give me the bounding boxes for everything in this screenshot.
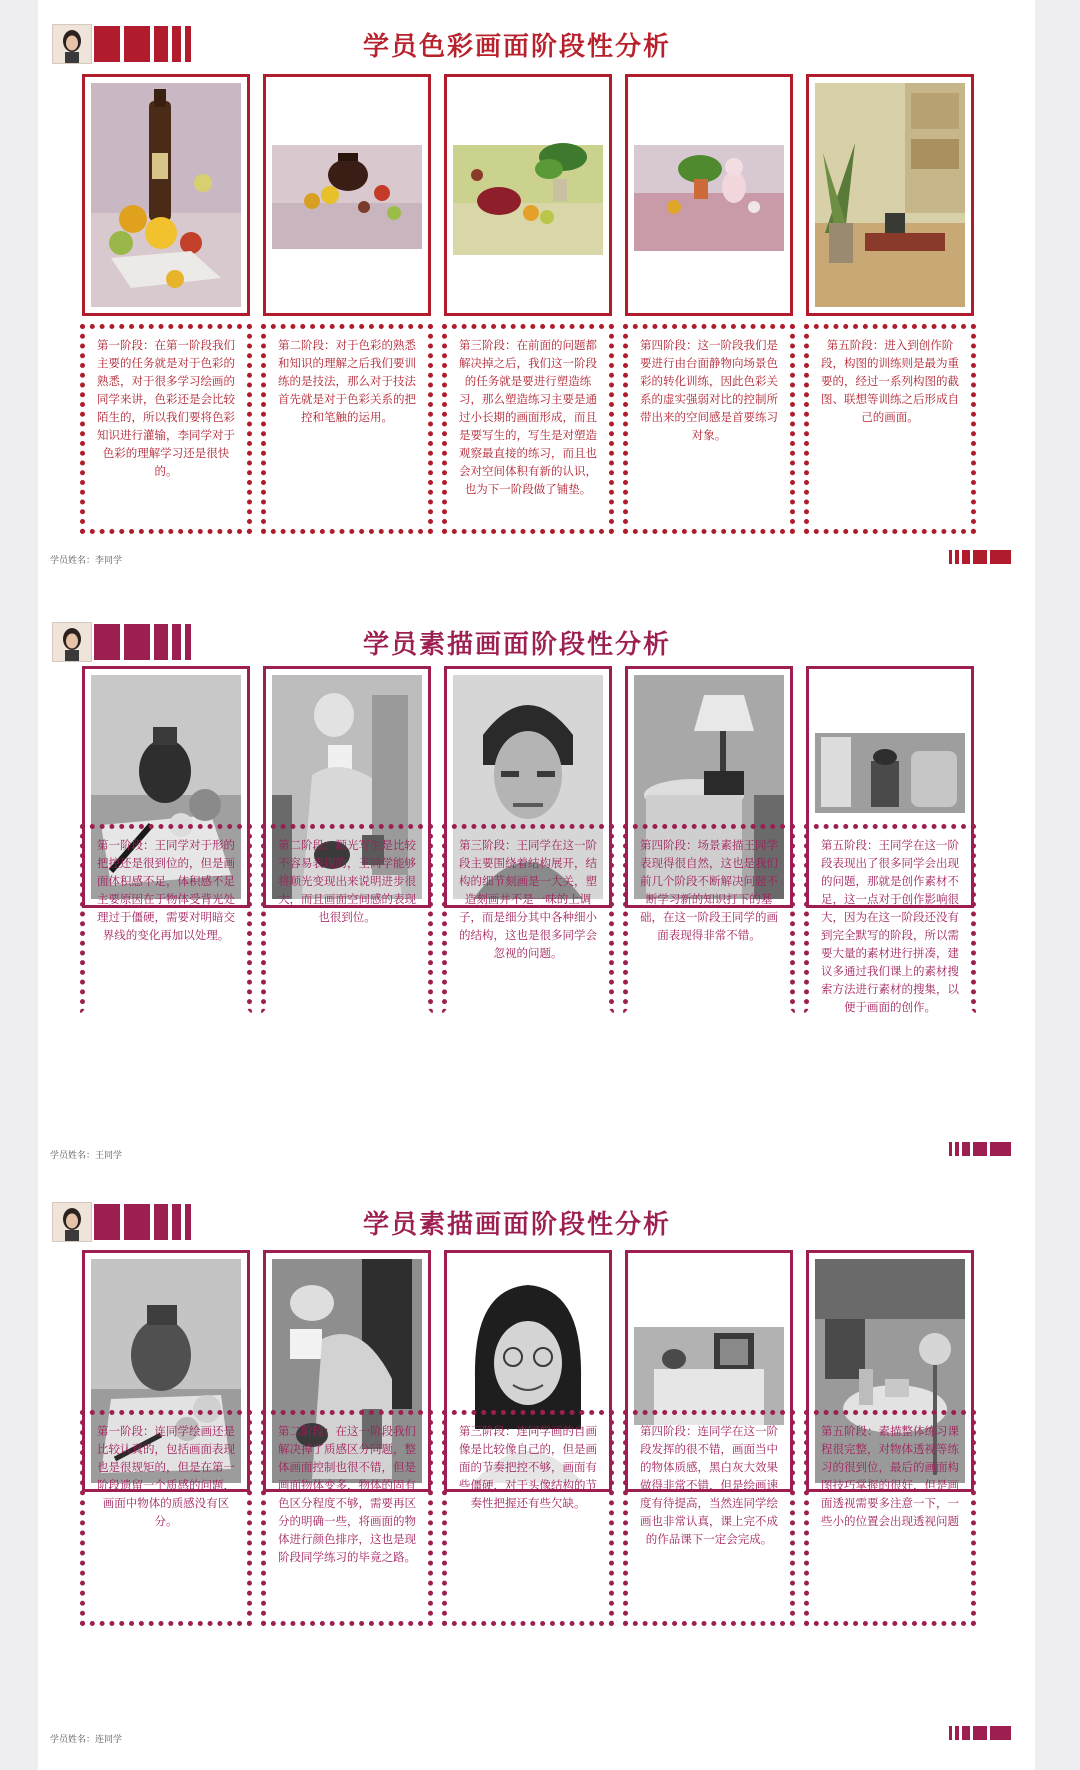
page-title: 学员色彩画面阶段性分析 — [362, 32, 671, 62]
stage-description-4: 第四阶段：这一阶段我们是要进行由台面静物向场景色彩的转化训练，因此色彩关系的虚实强弱对比的控制所带出来的空间感是首要练习对象。 — [623, 324, 795, 534]
artwork-card-stage-3 — [444, 74, 612, 316]
stage-description-3: 第三阶段：连同学画的自画像是比较像自己的，但是画面的节奏把控不够，画面有些僵硬，对于头像结构的节奏性把握还有些欠缺。 — [442, 1410, 614, 1626]
page — [38, 0, 1035, 1770]
section-header — [52, 1202, 1012, 1242]
stage-description-1: 第一阶段：王同学对于形的把控还是很到位的，但是画面体积感不足，体积感不足主要原因在于物体受背光处理过于僵硬，需要对明暗交界线的变化再加以处理。 — [80, 824, 252, 1014]
artwork-card-stage-1 — [82, 74, 250, 316]
stage-description-2: 第二阶段：顺光写生是比较不容易表现的，王同学能够将顺光变现出来说明进步很大，而且画面空间感的表现也很到位。 — [261, 824, 433, 1014]
interior-scene-painting-icon — [815, 83, 965, 307]
stage-description-5: 第五阶段：进入到创作阶段，构图的训练则是最为重要的，经过一系列构图的截图、联想等训练之后形成自己的画面。 — [804, 324, 976, 534]
footer-bars — [949, 1142, 1011, 1156]
stage-description-1: 第一阶段：连同学绘画还是比较认真的，包括画面表现也是很规矩的，但是在第一阶段遗留一个质感的问题，画面中物体的质感没有区分。 — [80, 1410, 252, 1626]
student-name-label: 学员姓名：连同学 — [50, 1735, 123, 1745]
stage-description-2: 第二阶段：对于色彩的熟悉和知识的理解之后我们要训练的是技法，那么对于技法首先就是对于色彩关系的把控和笔触的运用。 — [261, 324, 433, 534]
student-name-label: 学员姓名：李同学 — [50, 556, 123, 566]
section-sketch-analysis-2 — [38, 1170, 1035, 1770]
stage-description-4: 第四阶段：连同学在这一阶段发挥的很不错，画面当中的物体质感，黑白灰大效果做得非常不错，但是绘画速度有待提高，当然连同学绘画也非常认真，课上完不成的作品课下一定会完成。 — [623, 1410, 795, 1626]
section-sketch-analysis-1 — [38, 590, 1035, 1170]
section-header — [52, 24, 1012, 64]
stage-description-4: 第四阶段：场景素描王同学表现得很自然，这也是我们前几个阶段不断解决问题不断学习新的知识打下的基础，在这一阶段王同学的画面表现得非常不错。 — [623, 824, 795, 1014]
artwork-card-stage-5 — [806, 74, 974, 316]
stage-description-3: 第三阶段：在前面的问题都解决掉之后，我们这一阶段的任务就是要进行塑造练习，那么塑造练习主要是通过小长期的画面形成，而且是要写生的，写生是对塑造观察最直接的练习，而且也会对空间体积有新的认识，也为下一阶段做了铺垫。 — [442, 324, 614, 534]
stage-description-5: 第五阶段：素描整体练习课程很完整，对物体透视等练习的很到位，最后的画面构图技巧掌握的很好，但是画面透视需要多注意一下，一些小的位置会出现透视问题 — [804, 1410, 976, 1626]
student-avatar — [52, 1202, 92, 1242]
still-life-toy-painting-icon — [634, 83, 784, 307]
artwork-card-stage-4 — [625, 74, 793, 316]
section-color-analysis — [38, 0, 1035, 590]
artwork-card-stage-2 — [263, 74, 431, 316]
footer-bars — [949, 550, 1011, 564]
still-life-plant-painting-icon — [453, 83, 603, 307]
still-life-teapot-painting-icon — [272, 83, 422, 307]
student-avatar — [52, 622, 92, 662]
stage-description-5: 第五阶段：王同学在这一阶段表现出了很多同学会出现的问题，那就是创作素材不足，这一点对于创作影响很大，因为在这一阶段还没有到完全默写的阶段，所以需要大量的素材进行拼凑，建议多通过我们课上的素材搜索方法进行素材的搜集，以便于画面的创作。 — [804, 824, 976, 1014]
student-avatar — [52, 24, 92, 64]
stage-description-1: 第一阶段：在第一阶段我们主要的任务就是对于色彩的熟悉，对于很多学习绘画的同学来讲，色彩还是会比较陌生的，所以我们要将色彩知识进行灌输，李同学对于色彩的理解学习还是很快的。 — [80, 324, 252, 534]
section-header — [52, 622, 1012, 662]
still-life-bottle-painting-icon — [91, 83, 241, 307]
page-title: 学员素描画面阶段性分析 — [362, 630, 671, 660]
page-title: 学员素描画面阶段性分析 — [362, 1210, 671, 1240]
footer-bars — [949, 1726, 1011, 1740]
stage-description-3: 第三阶段：王同学在这一阶段主要围绕着结构展开，结构的细节刻画是一大关，塑造刻画并不是一味的上调子，而是细分其中各种细小的结构，这也是很多同学会忽视的问题。 — [442, 824, 614, 1014]
stage-description-2: 第二阶段：在这一阶段我们解决掉了质感区分问题，整体画面控制也很不错，但是画面物体变多，物体的固有色区分程度不够，需要再区分的明确一些，将画面的物体进行颜色排序，这也是现阶段同学练习的毕竟之路。 — [261, 1410, 433, 1626]
student-name-label: 学员姓名：王同学 — [50, 1151, 123, 1161]
